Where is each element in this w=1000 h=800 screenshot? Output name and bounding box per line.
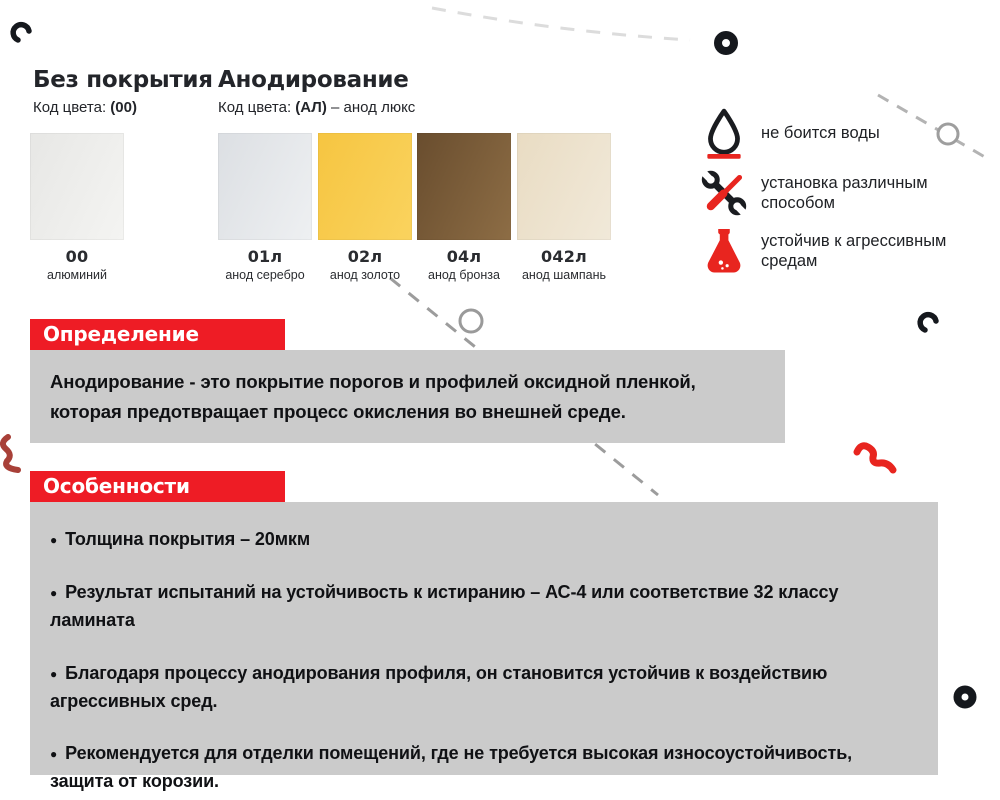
feature-bullet-item: ● Толщина покрытия – 20мкм (50, 526, 918, 554)
swatch-code: 02л (347, 247, 383, 266)
donut-dot-top (718, 35, 734, 51)
swatch-042l (517, 133, 611, 282)
code-label: Код цвета: (218, 99, 292, 116)
swatch-02l (318, 133, 412, 282)
swatch-code: 01л (247, 247, 283, 266)
feature-bullet-item: ● Благодаря процессу анодирования профиля, он становится устойчив к воздействию агрессивных сред. (50, 660, 918, 716)
feature-installation (700, 170, 960, 216)
definition-heading: Определение (30, 319, 285, 350)
features-list (30, 502, 938, 792)
comma-shape-right (920, 315, 936, 330)
donut-dot-bottom-right (958, 690, 973, 705)
features-heading: Особенности (30, 471, 285, 502)
swatch-04l (417, 133, 511, 282)
no-coating-title: Без покрытия (33, 67, 213, 93)
anodizing-title: Анодирование (218, 67, 409, 93)
code-suffix: – анод люкс (331, 99, 416, 116)
circle-node-middle (460, 310, 482, 332)
swatch-code: 042л (541, 247, 587, 266)
swatch-color-00 (30, 133, 124, 240)
swatch-code: 04л (446, 247, 482, 266)
dashed-curve-top (432, 8, 690, 40)
swatch-01l (218, 133, 312, 282)
no-coating-color-code (33, 99, 137, 116)
comma-shape-top-left (13, 25, 29, 40)
swatch-name: анод шампань (521, 268, 606, 282)
code-value: (00) (110, 99, 137, 116)
swatch-color-042l (517, 133, 611, 240)
red-squiggle-left (3, 437, 18, 470)
swatch-color-02l (318, 133, 412, 240)
icon-feature-text: устойчив к агрессивным средам (761, 231, 947, 270)
definition-body: Анодирование - это покрытие порогов и профилей оксидной пленкой, которая предотвращает процесс окисления во внешней среде. (30, 350, 785, 443)
water-drop-icon (700, 107, 748, 159)
flask-icon (700, 227, 748, 275)
swatch-name: анод золото (329, 268, 401, 282)
icon-feature-text: не боится воды (761, 123, 880, 142)
icon-feature-list (700, 107, 960, 275)
icon-feature-text: установка различным способом (761, 173, 928, 212)
swatch-name: алюминий (47, 268, 107, 282)
anodizing-color-code (218, 99, 415, 116)
swatch-00 (30, 133, 124, 282)
code-label: Код цвета: (33, 99, 107, 116)
feature-waterproof (700, 107, 960, 159)
feature-bullet-item: ● Рекомендуется для отделки помещений, где не требуется высокая износоустойчивость, защита от корозии. (50, 740, 918, 796)
swatch-color-04l (417, 133, 511, 240)
swatch-name: анод серебро (225, 268, 305, 282)
feature-bullet-item: ● Результат испытаний на устойчивость к истиранию – АС-4 или соответствие 32 классу ламината (50, 579, 918, 635)
red-squiggle-right (857, 446, 893, 470)
swatch-code: 00 (65, 247, 89, 266)
tools-icon (700, 170, 748, 216)
swatch-color-01l (218, 133, 312, 240)
code-value: (АЛ) (295, 99, 327, 116)
feature-chemical-resistant (700, 227, 960, 275)
swatch-name: анод бронза (428, 268, 500, 282)
